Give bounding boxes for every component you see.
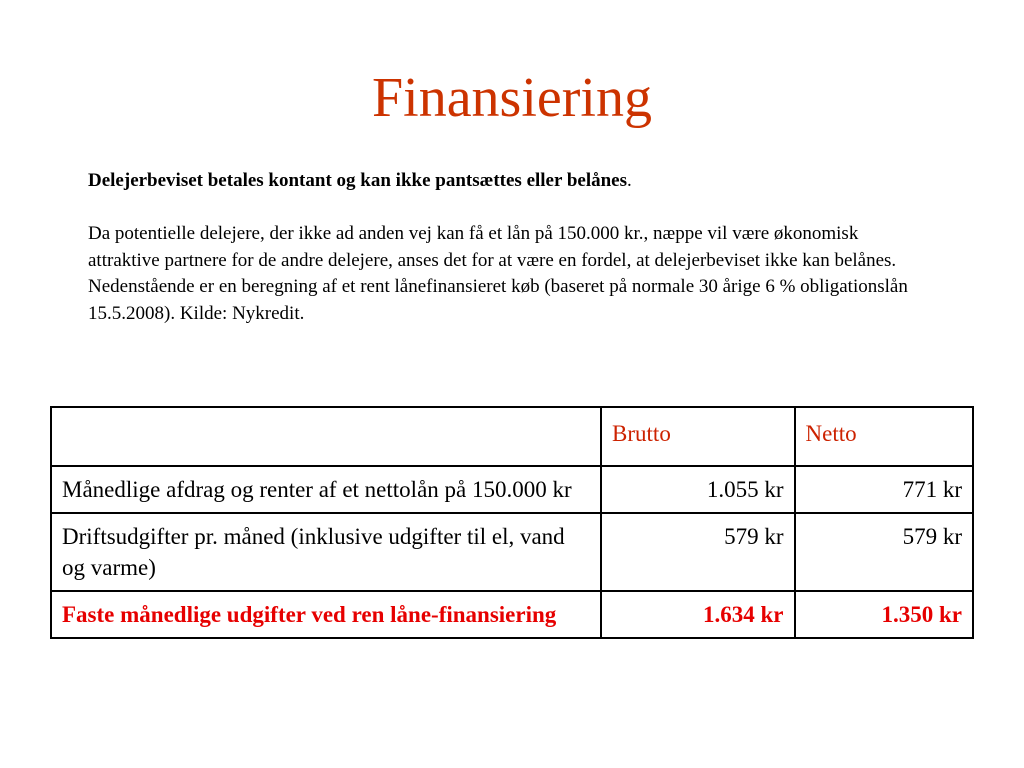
table-row [51,466,973,513]
total-label: Faste månedlige udgifter ved ren låne-finansiering [51,591,601,638]
total-brutto: 1.634 kr [601,591,794,638]
table-header-row [51,407,973,466]
paragraph-spacer [88,195,928,222]
row-netto: 771 kr [795,466,974,513]
table-total-row [51,591,973,638]
intro-paragraph-2: Nedenstående er en beregning af et rent lånefinansieret køb (baseret på normale 30 årige 6 % obligationslån 15.5.2008). Kilde: Nykredit. [88,276,908,324]
financing-table [50,406,974,639]
intro-paragraph-1: Da potentielle delejere, der ikke ad anden vej kan få et lån på 150.000 kr., næppe vil være økonomisk attraktive partnere for de andre delejere, anses det for at være en fordel, at delejerbeviset ikke kan belånes. [88,223,897,271]
total-netto: 1.350 kr [795,591,974,638]
bold-statement: Delejerbeviset betales kontant og kan ikke pantsættes eller belånes [88,170,628,191]
intro-text [88,168,928,327]
row-netto: 579 kr [795,513,974,591]
row-brutto: 579 kr [601,513,794,591]
row-label: Driftsudgifter pr. måned (inklusive udgifter til el, vand og varme) [51,513,601,591]
table-row [51,513,973,591]
slide-title: Finansiering [372,67,652,129]
header-netto: Netto [795,407,974,466]
row-label: Månedlige afdrag og renter af et nettolån på 150.000 kr [51,466,601,513]
header-empty [51,407,601,466]
bold-statement-end: . [627,170,632,191]
header-brutto: Brutto [601,407,794,466]
row-brutto: 1.055 kr [601,466,794,513]
bold-statement-paragraph [88,168,928,195]
